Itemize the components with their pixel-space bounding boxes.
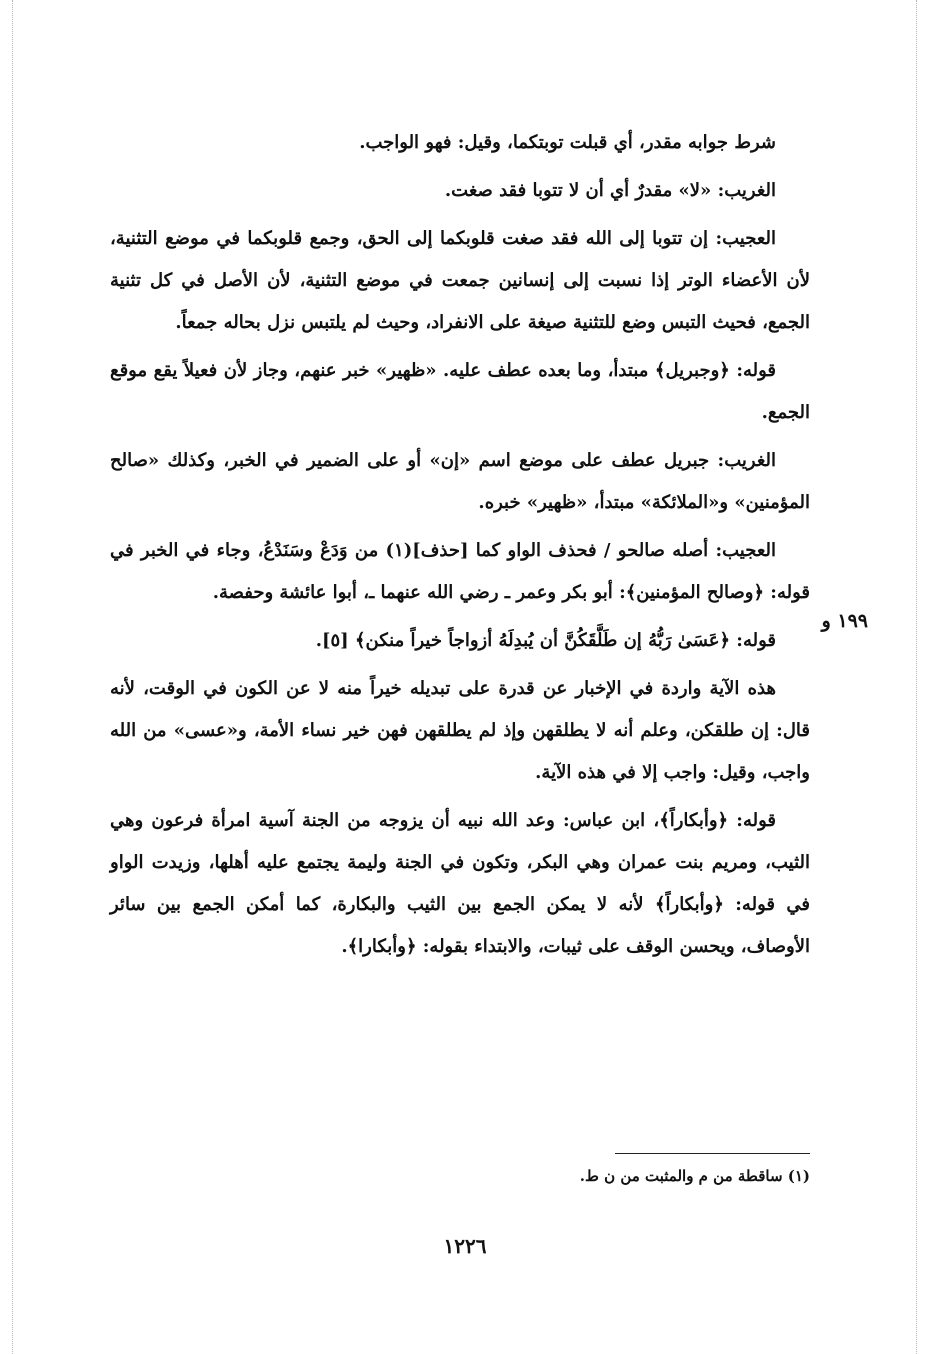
page-edge-left <box>12 0 14 1354</box>
page-edge-right <box>916 0 918 1354</box>
folio-margin-note: ١٩٩ و <box>821 610 868 632</box>
paragraph-8: هذه الآية واردة في الإخبار عن قدرة على تبديله خيراً منه لا عن الكون في الوقت، لأنه قال: إن طلقكن، وعلم أنه لا يطلقهن وإذ لم يطلقهن فهن خير نساء الأمة، و«عسى» من الله واجب، وقيل: واجب إلا في هذه الآية. <box>110 678 810 783</box>
paragraph-3: العجيب: إن تتوبا إلى الله فقد صغت قلوبكما إلى الحق، وجمع قلوبكما في موضع التثنية، لأن الأعضاء الوتر إذا نسبت إلى إنسانين جمعت في موضع التثنية، لأن الأصل في كل تثنية الجمع، فحيث التبس وضع للتثنية صيغة على الانفراد، وحيث لم يلتبس نزل بحاله جمعاً. <box>110 228 810 333</box>
paragraph-9: قوله: ﴿وأبكاراً﴾، ابن عباس: وعد الله نبيه أن يزوجه من الجنة آسية امرأة فرعون وهي الثيب، ومريم بنت عمران وهي البكر، وتكون في الجنة وليمة يجتمع عليه أهلها، وزيدت الواو في قوله: ﴿وأبكاراً﴾ لأنه لا يمكن الجمع بين الثيب والبكارة، كما أمكن الجمع بين سائر الأوصاف، ويحسن الوقف على ثيبات، والابتداء بقوله: ﴿وأبكارا﴾. <box>110 810 810 957</box>
paragraph-1: شرط جوابه مقدر، أي قبلت توبتكما، وقيل: فهو الواجب. <box>359 132 776 153</box>
paragraph-2: الغريب: «لا» مقدرٌ أي أن لا تتوبا فقد صغت. <box>444 180 776 201</box>
paragraph-6: العجيب: أصله صالحو / فحذف الواو كما [حذف](١) من وَدَعْ وسَنَدْعُ، وجاء في الخبر في قوله: ﴿وصالح المؤمنين﴾: أبو بكر وعمر ـ رضي الله عنهما ـ، أبوا عائشة وحفصة. <box>110 540 810 603</box>
footnote-divider <box>615 1153 810 1154</box>
footnote: (١) ساقطة من م والمثبت من ن ط. <box>579 1167 810 1185</box>
paragraph-7: قوله: ﴿عَسَىٰ رَبُّهُ إن طَلَّقَكُنَّ أن يُبدِلَهُ أزواجاً خيراً منكن﴾ [٥]. <box>315 630 776 651</box>
paragraph-5: الغريب: جبريل عطف على موضع اسم «إن» أو على الضمير في الخبر، وكذلك «صالح المؤمنين» و«الملائكة» مبتدأ، «ظهير» خبره. <box>110 450 810 513</box>
main-text <box>110 122 810 974</box>
page-number: ١٢٢٦ <box>443 1234 487 1258</box>
paragraph-4: قوله: ﴿وجبريل﴾ مبتدأ، وما بعده عطف عليه. «ظهير» خبر عنهم، وجاز لأن فعيلاً يقع موقع الجمع. <box>110 360 810 423</box>
